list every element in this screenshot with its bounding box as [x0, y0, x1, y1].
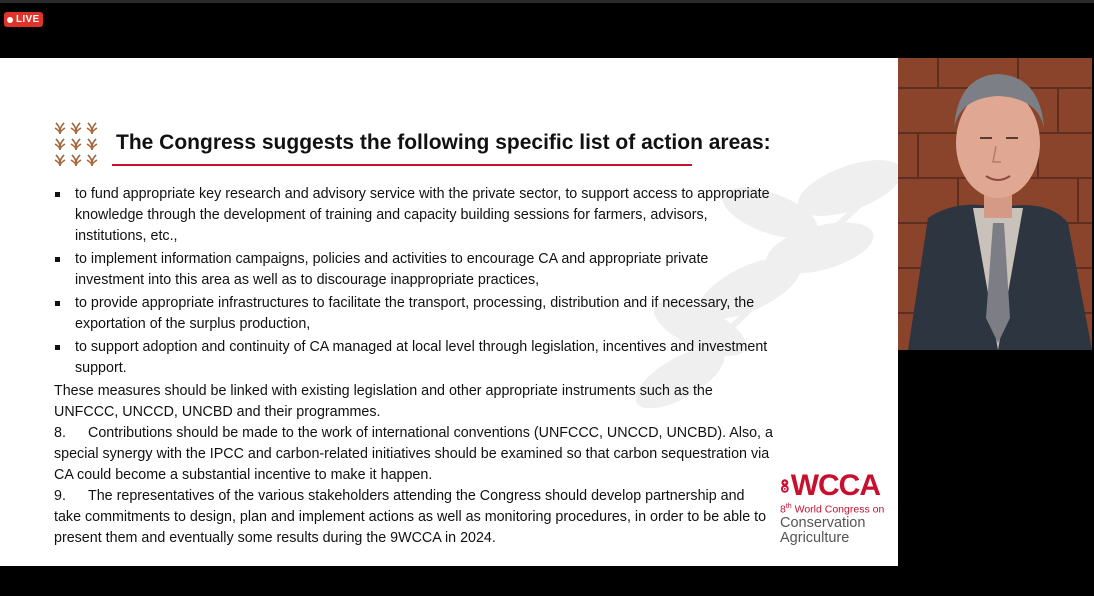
bullet-square-icon — [55, 257, 60, 262]
point-9-text: The representatives of the various stakeholders attending the Congress should develop partnership and take commitments to design, plan and implement actions as well as monitoring procedures, in order to be able to present them and eventually some results during the 9WCCA in 2024. — [54, 488, 767, 546]
point-8-text: Contributions should be made to the work of international conventions (UNFCCC, UNCCD, UNCBD). Also, a special synergy with the IPCC and carbon-related initiatives should be examined so that carbon sequestration via CA could become a substantial incentive to make it happen. — [54, 425, 773, 483]
list-item — [54, 337, 774, 379]
point-9-number: 9. — [54, 488, 66, 504]
title-underline — [112, 164, 692, 166]
point-9-paragraph — [54, 486, 774, 549]
live-dot-icon — [7, 17, 13, 23]
live-badge — [4, 12, 43, 27]
list-item-text: to fund appropriate key research and advisory service with the private sector, to support access to appropriate knowledge through the development of training and capacity building sessions for farmers, advisors, institutions, etc., — [75, 186, 770, 244]
list-item — [54, 293, 774, 335]
live-label: LIVE — [16, 14, 40, 25]
list-item-text: to provide appropriate infrastructures to facilitate the transport, processing, distribution and if necessary, the exportation of the surplus production, — [75, 295, 755, 332]
speaker-video-feed — [898, 58, 1092, 350]
wheat-grid-icon — [52, 120, 100, 168]
wcca-wordmark: WCCA — [790, 469, 880, 502]
bullet-square-icon — [55, 345, 60, 350]
slide-body — [54, 184, 774, 549]
slide-title: The Congress suggests the following specific list of action areas: — [116, 131, 771, 154]
wcca-logo — [780, 469, 885, 546]
wcca-subtitle: 8th World Congress on — [780, 503, 885, 516]
stream-top-border — [0, 0, 1094, 3]
list-item-text: to support adoption and continuity of CA managed at local level through legislation, incentives and investment support. — [75, 339, 768, 376]
bullet-square-icon — [55, 301, 60, 306]
point-8-paragraph — [54, 423, 774, 486]
action-list — [54, 184, 774, 379]
bullet-square-icon — [55, 192, 60, 197]
wcca-eight-emblem-icon — [780, 471, 790, 501]
list-item — [54, 249, 774, 291]
wcca-line-agriculture: Agriculture — [780, 529, 850, 546]
wcca-line-conservation: Conservation — [780, 514, 866, 531]
presentation-slide — [0, 58, 898, 566]
list-item-text: to implement information campaigns, policies and activities to encourage CA and appropriate private investment into this area as well as to discourage inappropriate practices, — [75, 251, 709, 288]
list-item — [54, 184, 774, 247]
measures-paragraph: These measures should be linked with existing legislation and other appropriate instruments such as the UNFCCC, UNCCD, UNCBD and their programmes. — [54, 383, 713, 420]
point-8-number: 8. — [54, 425, 66, 441]
speaker-video-image — [898, 58, 1092, 350]
